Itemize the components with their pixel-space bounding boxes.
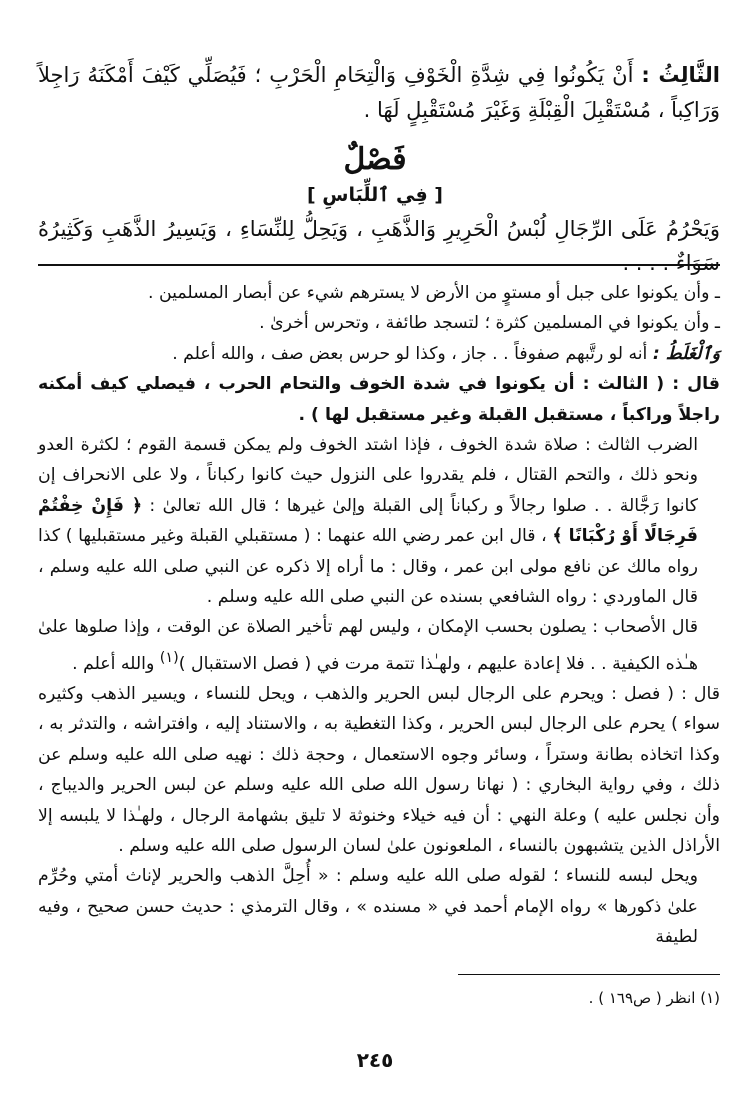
chapter-subtitle: [ فِي ٱللِّبَاسِ ] xyxy=(306,184,443,206)
commentary-paragraph: ـ وأن يكونوا في المسلمين كثرة ؛ لتسجد طائفة ، وتحرس أخرىٰ . xyxy=(259,313,720,334)
commentary-paragraph xyxy=(38,430,720,612)
commentary-paragraph xyxy=(38,612,720,679)
matn-lead: الثَّالِثُ : xyxy=(641,63,720,87)
paragraph-text: قال الأصحاب : يصلون بحسب الإمكان ، وليس لهم تأخير الصلاة عن الوقت ، وإذا صلوها علىٰ هـٰذه الكيفية . . فلا إعادة عليهم ، ولهـٰذا تتمة مرت في ( فصل الاستقبال ) xyxy=(38,617,698,674)
commentary-paragraph xyxy=(38,339,720,369)
footnote-divider xyxy=(458,974,720,975)
page-number: ٢٤٥ xyxy=(356,1048,394,1072)
quran-verse: ﴿ فَإِنْ خِفْتُمْ فَرِجَالًا أَوْ رُكْبَانًا ﴾ xyxy=(38,495,698,547)
matn-clothing-text: وَيَحْرُمُ عَلَى الرِّجَالِ لُبْسُ الْحَرِيرِ وَالذَّهَبِ ، وَيَحِلُّ لِلنِّسَاءِ ، وَيَسِيرُ الذَّهَبِ وَكَثِيرُهُ سَوَاءٌ . . . . xyxy=(38,217,720,275)
fasl-heading: فَصْلٌ xyxy=(343,142,407,177)
paragraph-text: ، قال ابن عمر رضي الله عنهما : ( مستقبلي القبلة وغير مستقبليها ) كذا رواه مالك عن نافع مولى ابن عمر ، وقال : ما أراه إلا ذكره عن النبي صلى الله عليه وسلم ، قال الماوردي : رواه الشافعي بسنده عن النبي صلى الله عليه وسلم . xyxy=(38,526,698,608)
paragraph-lead: قال : xyxy=(681,684,720,705)
paragraph-text: والله أعلم . xyxy=(72,653,155,674)
footnote-ref: (١) xyxy=(159,649,179,666)
commentary xyxy=(38,278,720,953)
commentary-paragraph: ويحل لبسه للنساء ؛ لقوله صلى الله عليه وسلم : « أُحِلَّ الذهب والحرير لإناث أمتي وحُرِّم علىٰ ذكورها » رواه الإمام أحمد في « مسنده » ، وقال الترمذي : حديث حسن صحيح ، وفيه لطيفة xyxy=(38,866,698,948)
footnote: (١) انظر ( ص١٦٩ ) . xyxy=(588,989,720,1007)
paragraph-text: الضرب الثالث : صلاة شدة الخوف ، فإذا اشتد الخوف ولم يمكن قسمة القوم ؛ لكثرة العدو ونحو ذلك ، والتحم القتال ، فلم يقدروا على النزول حيث كانوا ركباناً ، ولا على الانحراف إن كانوا رَجَّالة . . صلوا رجالاً و ركباناً إلى القبلة وإلىٰ غيرها ؛ قال الله تعالىٰ : xyxy=(38,435,698,516)
commentary-paragraph xyxy=(38,679,720,861)
commentary-paragraph: ـ وأن يكونوا على جبل أو مستوٍ من الأرض لا يسترهم شيء عن أبصار المسلمين . xyxy=(148,283,720,303)
paragraph-text: أنه لو رتَّبهم صفوفاً . . جاز ، وكذا لو حرس بعض صف ، والله أعلم . xyxy=(172,343,648,364)
matn-line: أَنْ يَكُونُوا فِي شِدَّةِ الْخَوْفِ وَالْتِحَامِ الْحَرْبِ ؛ فَيُصَلِّي كَيْفَ أَمْكَنَهُ رَاجِلاً وَرَاكِباً ، مُسْتَقْبِلَ الْقِبْلَةِ وَغَيْرَ مُسْتَقْبِلٍ لَهَا . xyxy=(38,63,720,122)
commentary-paragraph xyxy=(38,369,720,430)
paragraph-lead: وَٱلْغَلَطُ : xyxy=(652,343,720,364)
paragraph-lead: قال : xyxy=(672,374,720,395)
matn-text xyxy=(38,58,720,128)
paragraph-text: ( الثالث : أن يكونوا في شدة الخوف والتحام الحرب ، فيصلي كيف أمكنه راجلاً وراكباً ، مستقبل القبلة وغير مستقبل لها ) . xyxy=(38,374,720,425)
divider-line xyxy=(38,264,720,266)
paragraph-text: ( فصل : ويحرم على الرجال لبس الحرير والذهب ، ويحل للنساء ، ويسير الذهب وكثيره سواء ) يحرم على الرجال لبس الحرير ، وكذا التغطية به ، والاستناد إليه ، وافتراشه ، والتدثر به ، وكذا اتخاذه بطانة وستراً ، وسائر وجوه الاستعمال ، وحجة ذلك : نهيه صلى الله عليه وسلم عن ذلك ، وفي رواية البخاري : ( نهانا رسول الله صلى الله عليه وسلم عن لبس الحرير والديباج ، وأن نجلس عليه ) وعلة النهي : أن فيه خيلاء وخنوثة لا تليق بشهامة الرجال ، ولهـٰذا لا يلبسه إلا الأراذل الذين يتشبهون بالنساء ، الملعونون علىٰ لسان الرسول صلى الله عليه وسلم . xyxy=(38,684,720,857)
